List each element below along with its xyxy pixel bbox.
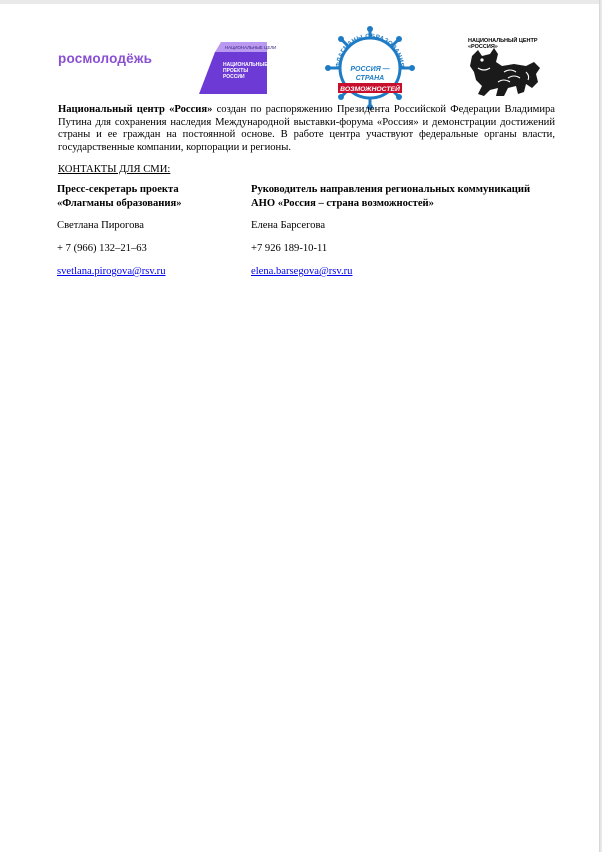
leopard-icon [468,48,542,98]
flagmany-line3: ВОЗМОЖНОСТЕЙ [340,86,400,93]
contact-right-email-link[interactable]: elena.barsegova@rsv.ru [251,266,353,277]
ship-wheel-graphic [318,26,422,110]
national-center-russia-logo [468,38,542,96]
national-projects-logo-graphic [197,40,277,96]
contact-right-role-line2: АНО «Россия – страна возможностей» [251,198,434,209]
contact-right [251,183,581,277]
flagmany-arc-text: ФЛАГМАНЫ ОБРАЗОВАНИЯ [334,32,406,68]
national-projects-logo [197,40,277,96]
contact-left-role-line1: Пресс-секретарь проекта [57,184,179,195]
intro-bold-name: Национальный центр «Россия» [58,104,213,115]
contact-right-phone: +7 926 189-10-11 [251,243,328,254]
contacts-heading: КОНТАКТЫ ДЛЯ СМИ: [58,164,171,175]
contact-left-name: Светлана Пирогова [57,220,144,231]
flagmany-line2: СТРАНА [355,75,385,82]
page-top-edge [0,0,599,4]
intro-text: создан по распоряжению Президента Российской Федерации Владимира Путина для сохранения наследия Международной выставки-форума «Россия» и демонстрации достижений страны и ее граждан на постоянной основе. В работе центра участвуют федеральные органы власти, государственные компании, корпорации и регионы. [58,104,555,153]
contact-left-email-link[interactable]: svetlana.pirogova@rsv.ru [57,266,166,277]
contact-left-role-line2: «Флагманы образования» [57,198,182,209]
flagmany-obrazovaniya-logo [318,26,422,110]
natproj-top-text: НАЦИОНАЛЬНЫЕ ЦЕЛИ [225,45,277,50]
national-center-caption: НАЦИОНАЛЬНЫЙ ЦЕНТР «РОССИЯ» [468,38,538,50]
rosmolodezh-logo-text: росмолодёжь [58,51,153,66]
contact-right-role-line1: Руководитель направления региональных коммуникаций [251,184,531,195]
contact-left-phone: + 7 (966) 132–21–63 [57,243,147,254]
natproj-bottom-text: НАЦИОНАЛЬНЫЕ ПРОЕКТЫ РОССИИ [223,62,268,80]
intro-paragraph [58,104,555,154]
contact-right-name: Елена Барсегова [251,220,326,231]
contact-left [57,183,237,277]
rosmolodezh-logo [58,50,153,70]
flagmany-line1: РОССИЯ — [350,66,390,73]
